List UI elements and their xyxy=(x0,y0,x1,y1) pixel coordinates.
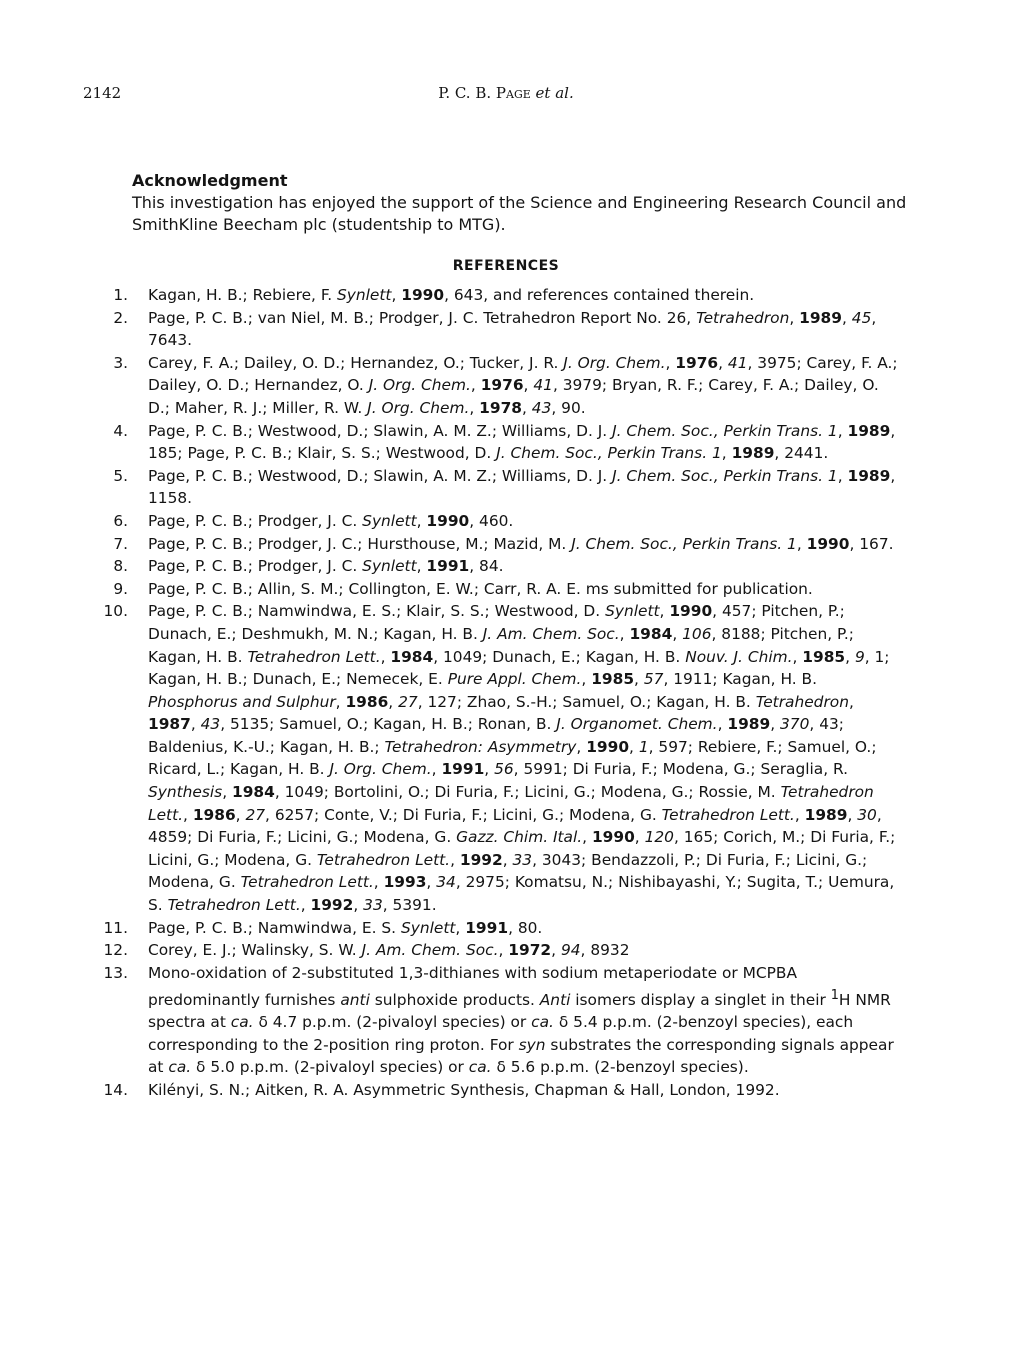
running-head-author: Page xyxy=(495,84,531,102)
reference-number: 1. xyxy=(113,286,128,304)
running-head-initials: P. C. B. xyxy=(438,84,496,102)
reference-text: Page, P. C. B.; Namwindwa, E. S. Synlett, 1991, 80. xyxy=(148,918,543,937)
reference-text: Page, P. C. B.; Prodger, J. C. Synlett, 1990, 460. xyxy=(148,511,514,530)
references-list xyxy=(0,284,1012,1102)
reference-text: Corey, E. J.; Walinsky, S. W. J. Am. Chem. Soc., 1972, 94, 8932 xyxy=(148,941,630,960)
reference-number: 11. xyxy=(103,918,128,937)
reference-item xyxy=(0,533,898,556)
reference-text: Page, P. C. B.; Namwindwa, E. S.; Klair, S. S.; Westwood, D. Synlett, 1990, 457; Pitchen, P.; Dunach, E.; Deshmukh, M. N.; Kagan, H. B. J. Am. Chem. Soc., 1984, 106, 8188; Pitchen, P.; Kagan, H. B. Tetrahedron Lett., 1984, 1049; Dunach, E.; Kagan, H. B. Nouv. J. Chim., 1985, 9, 1; Kagan, H. B.; Dunach, E.; Nemecek, E. Pure Appl. Chem., 1985, 57, 1911; Kagan, H. B. Phosphorus and Sulphur, 1986, 27, 127; Zhao, S.-H.; Samuel, O.; Kagan, H. B. Tetrahedron, 1987, 43, 5135; Samuel, O.; Kagan, H. B.; Ronan, B. J. Organomet. Chem., 1989, 370, 43; Baldenius, K.-U.; Kagan, H. B.; Tetrahedron: Asymmetry, 1990, 1, 597; Rebiere, F.; Samuel, O.; Ricard, L.; Kagan, H. B. J. Org. Chem., 1991, 56, 5991; Di Furia, F.; Modena, G.; Seraglia, R. Synthesis, 1984, 1049; Bortolini, O.; Di Furia, F.; Licini, G.; Modena, G.; Rossie, M. Tetrahedron Lett., 1986, 27, 6257; Conte, V.; Di Furia, F.; Licini, G.; Modena, G. Tetrahedron Lett., 1989, 30, 4859; Di Furia, F.; Licini, G.; Modena, G. Gazz. Chim. Ital., 1990, 120, 165; Corich, M.; Di Furia, F.; Licini, G.; Modena, G. Tetrahedron Lett., 1992, 33, 3043; Bendazzoli, P.; Di Furia, F.; Licini, G.; Modena, G. Tetrahedron Lett., 1993, 34, 2975; Komatsu, N.; Nishibayashi, Y.; Sugita, T.; Uemura, S. Tetrahedron Lett., 1992, 33, 5391. xyxy=(148,602,896,915)
reference-text: Kilényi, S. N.; Aitken, R. A. Asymmetric Synthesis, Chapman & Hall, London, 1992. xyxy=(148,1080,780,1099)
reference-item xyxy=(0,352,898,420)
reference-item xyxy=(0,307,898,352)
reference-item xyxy=(0,510,898,533)
reference-text: Page, P. C. B.; Prodger, J. C. Synlett, 1991, 84. xyxy=(148,557,504,576)
running-head xyxy=(0,84,1012,102)
reference-item xyxy=(0,1079,898,1102)
reference-item xyxy=(0,600,898,916)
reference-number: 4. xyxy=(113,421,128,440)
reference-item xyxy=(0,284,898,307)
reference-number: 7. xyxy=(113,534,128,553)
reference-number: 2. xyxy=(113,308,128,327)
reference-item xyxy=(0,917,898,940)
acknowledgment-text: This investigation has enjoyed the support of the Science and Engineering Research Council and SmithKline Beecham plc (studentship to MTG). xyxy=(132,193,907,234)
reference-text: Page, P. C. B.; Westwood, D.; Slawin, A. M. Z.; Williams, D. J. J. Chem. Soc., Perkin Trans. 1, 1989, 185; Page, P. C. B.; Klair, S. S.; Westwood, D. J. Chem. Soc., Perkin Trans. 1, 1989, 2441. xyxy=(148,421,896,463)
reference-number: 5. xyxy=(113,466,128,485)
reference-text: Page, P. C. B.; Allin, S. M.; Collington, E. W.; Carr, R. A. E. ms submitted for publication. xyxy=(148,579,813,598)
reference-item xyxy=(0,939,898,962)
reference-number: 14. xyxy=(103,1080,128,1099)
reference-item xyxy=(0,420,898,465)
page-number: 2142 xyxy=(83,84,122,102)
reference-number: 3. xyxy=(113,353,128,372)
reference-text: Mono-oxidation of 2-substituted 1,3-dithianes with sodium metaperiodate or MCPBA predominantly furnishes anti sulphoxide products. Anti isomers display a singlet in their $^1$H NMR spectra at ca. δ 4.7 p.p.m. (2-pivaloyl species) or ca. δ 5.4 p.p.m. (2-benzoyl species), each corresponding to the 2-position ring proton. For syn substrates the corresponding signals appear at ca. δ 5.0 p.p.m. (2-pivaloyl species) or ca. δ 5.6 p.p.m. (2-benzoyl species). xyxy=(148,963,894,1077)
reference-item xyxy=(0,962,898,1079)
reference-number: 13. xyxy=(103,963,128,982)
reference-number: 10. xyxy=(103,602,128,621)
reference-number: 6. xyxy=(113,511,128,530)
reference-number: 8. xyxy=(113,557,128,576)
reference-text: Page, P. C. B.; Westwood, D.; Slawin, A. M. Z.; Williams, D. J. J. Chem. Soc., Perkin Trans. 1, 1989, 1158. xyxy=(148,466,896,508)
reference-item xyxy=(0,465,898,510)
reference-text: Carey, F. A.; Dailey, O. D.; Hernandez, O.; Tucker, J. R. J. Org. Chem., 1976, 41, 3975; Carey, F. A.; Dailey, O. D.; Hernandez, O. J. Org. Chem., 1976, 41, 3979; Bryan, R. F.; Carey, F. A.; Dailey, O. D.; Maher, R. J.; Miller, R. W. J. Org. Chem., 1978, 43, 90. xyxy=(148,353,898,417)
reference-item xyxy=(0,555,898,578)
reference-number: 9. xyxy=(113,579,128,598)
reference-text: Page, P. C. B.; van Niel, M. B.; Prodger, J. C. Tetrahedron Report No. 26, Tetrahedron, 1989, 45, 7643. xyxy=(148,308,877,350)
running-head-etal: et al. xyxy=(530,84,574,102)
references-heading: REFERENCES xyxy=(452,258,560,274)
reference-text: Kagan, H. B.; Rebiere, F. Synlett, 1990, 643, and references contained therein. xyxy=(148,286,755,304)
reference-text: Page, P. C. B.; Prodger, J. C.; Hursthouse, M.; Mazid, M. J. Chem. Soc., Perkin Trans. 1, 1990, 167. xyxy=(148,534,894,553)
reference-item xyxy=(0,578,898,601)
acknowledgment-heading: Acknowledgment xyxy=(132,171,288,190)
reference-number: 12. xyxy=(103,941,128,960)
